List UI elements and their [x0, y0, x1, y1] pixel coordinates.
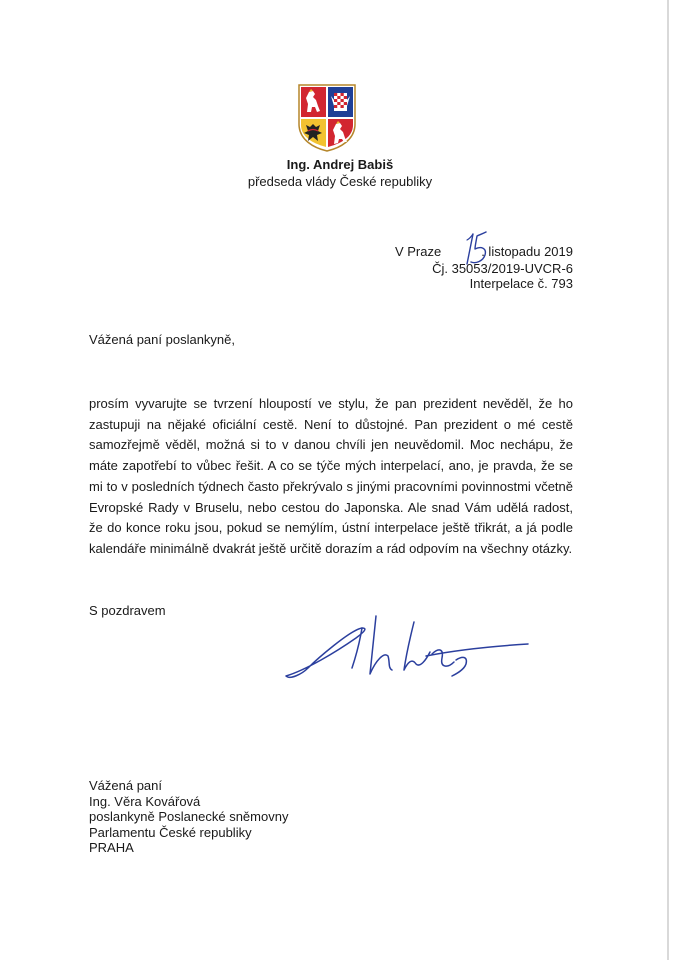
recipient-address	[89, 778, 288, 856]
salutation: Vážená paní poslankyně,	[89, 332, 235, 347]
place-prefix: V Praze	[394, 244, 442, 259]
closing: S pozdravem	[89, 603, 166, 618]
address-line-2: Ing. Věra Kovářová	[89, 793, 201, 809]
date-suffix: . listopadu 2019	[481, 244, 573, 259]
address-line-3: poslankyně Poslanecké sněmovny	[89, 809, 289, 824]
letter-body: prosím vyvarujte se tvrzení hloupostí ve stylu, že pan prezident nevěděl, že ho zastupuji na nějaké oficiální cestě. Není to důstojné. Pan prezident o mé cestě samozřejmě věděl, možná si to v danou chvíli jen neuvědomil. Moc nechápu, že máte zapotřebí to vůbec řešit. A co se týče mých interpelací, ano, je pravda, že se mi to v posledních týdnech často překrývalo s jinými pracovními povinnostmi včetně Evropské Rady v Bruselu, nebo cestou do Japonska. Ale snad Vám udělá radost, že do konce roku jsou, pokud se nemýlím, ústní interpelace ještě třikrát, a já podle kalendáře minimálně dvakrát ještě určitě dorazím a rád odpovím na všechny otázky.	[89, 396, 573, 556]
file-number: Čj. 35053/2019-UVCR-6	[432, 261, 573, 276]
interpellation-number: Interpelace č. 793	[469, 276, 573, 291]
sender-name: Ing. Andrej Babiš	[286, 157, 394, 172]
sender-title: předseda vlády České republiky	[247, 174, 433, 189]
address-line-1: Vážená paní	[89, 778, 163, 793]
address-line-5: PRAHA	[89, 840, 134, 855]
page-edge-divider	[667, 0, 669, 960]
handwritten-signature	[276, 612, 532, 688]
czech-coat-of-arms-icon	[298, 84, 356, 152]
address-line-4: Parlamentu České republiky	[89, 824, 252, 840]
